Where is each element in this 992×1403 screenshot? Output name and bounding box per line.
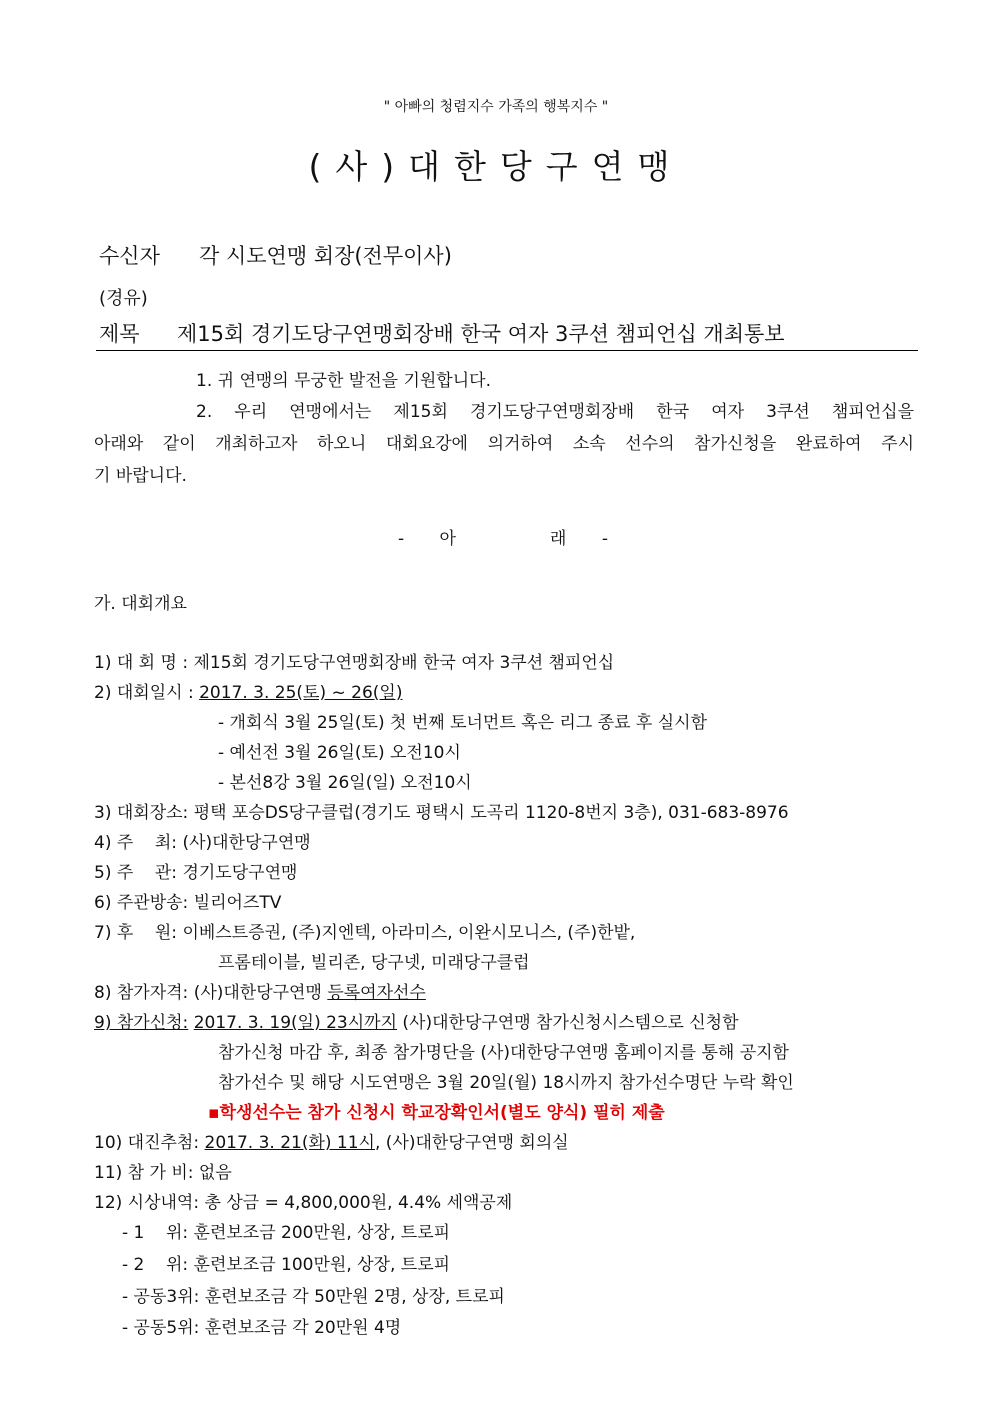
- body-para-1: 1. 귀 연맹의 무궁한 발전을 기원합니다.: [196, 371, 491, 391]
- item-2: [94, 678, 402, 703]
- item-1-value: 제15회 경기도당구연맹회장배 한국 여자 3쿠션 챔피언십: [193, 653, 615, 673]
- item-10-value-b: , (사)대한당구연맹 회의실: [374, 1133, 569, 1153]
- item-2-sub-3: - 본선8강 3월 26일(일) 오전10시: [218, 773, 472, 793]
- item-2-sub-2: - 예선전 3월 26일(토) 오전10시: [218, 743, 461, 763]
- item-4: [94, 828, 311, 853]
- item-11-value: 없음: [198, 1163, 232, 1183]
- prize-2: - 2 위: 훈련보조금 100만원, 상장, 트로피: [122, 1255, 451, 1275]
- item-9: [94, 1008, 739, 1033]
- item-12-value: 총 상금 = 4,800,000원, 4.4% 세액공제: [204, 1193, 513, 1213]
- subject-label: 제목: [99, 322, 140, 346]
- item-9-line-2: 참가신청 마감 후, 최종 참가명단을 (사)대한당구연맹 홈페이지를 통해 공지함: [218, 1043, 789, 1063]
- item-9-label: 9) 참가신청:: [94, 1013, 189, 1033]
- item-9-notice-text: 학생선수는 참가 신청시 학교장확인서(별도 양식) 필히 제출: [219, 1103, 665, 1123]
- item-7-line-2: 프롬테이블, 빌리존, 당구넷, 미래당구클럽: [218, 953, 530, 973]
- item-9-value-a: 2017. 3. 19(일) 23시까지: [193, 1013, 398, 1033]
- item-12: [94, 1188, 512, 1213]
- below-heading-left: - 아: [398, 529, 456, 549]
- item-4-value: (사)대한당구연맹: [182, 833, 311, 853]
- item-10: [94, 1128, 569, 1153]
- section-a-title: 가. 대회개요: [94, 594, 187, 614]
- item-8-label: 8) 참가자격:: [94, 983, 189, 1003]
- item-6-label: 6) 주관방송:: [94, 893, 189, 913]
- item-2-label: 2) 대회일시 :: [94, 683, 194, 703]
- item-4-label: 4) 주 최:: [94, 833, 178, 853]
- item-3: [94, 798, 789, 823]
- item-5-value: 경기도당구연맹: [182, 863, 298, 883]
- item-2-sub-1: - 개회식 3월 25일(토) 첫 번째 토너먼트 혹은 리그 종료 후 실시함: [218, 713, 707, 733]
- item-10-label: 10) 대진추첨:: [94, 1133, 200, 1153]
- item-12-label: 12) 시상내역:: [94, 1193, 200, 1213]
- bullet-icon: ▪: [208, 1103, 220, 1123]
- subject-value: 제15회 경기도당구연맹회장배 한국 여자 3쿠션 챔피언십 개최통보: [177, 322, 785, 346]
- below-heading-right: 래 -: [550, 529, 608, 549]
- item-8-value-a: (사)대한당구연맹: [193, 983, 322, 1003]
- item-7-label: 7) 후 원:: [94, 923, 178, 943]
- item-11-label: 11) 참 가 비:: [94, 1163, 194, 1183]
- item-10-value-a: 2017. 3. 21(화) 11시: [204, 1133, 375, 1153]
- item-1: [94, 648, 614, 673]
- motto: " 아빠의 청렴지수 가족의 행복지수 ": [383, 99, 609, 115]
- item-5-label: 5) 주 관:: [94, 863, 178, 883]
- item-3-value: 평택 포승DS당구클럽(경기도 평택시 도곡리 1120-8번지 3층), 031-683-8976: [193, 803, 789, 823]
- item-9-line-3: 참가선수 및 해당 시도연맹은 3월 20일(월) 18시까지 참가선수명단 누락 확인: [218, 1073, 794, 1093]
- item-3-label: 3) 대회장소:: [94, 803, 189, 823]
- prize-5: - 공동5위: 훈련보조금 각 20만원 4명: [122, 1318, 402, 1338]
- item-9-notice: [208, 1098, 665, 1123]
- prize-1: - 1 위: 훈련보조금 200만원, 상장, 트로피: [122, 1223, 451, 1243]
- subject-rule: [96, 350, 918, 351]
- item-6-value: 빌리어즈TV: [193, 893, 282, 913]
- item-9-value-b: (사)대한당구연맹 참가신청시스템으로 신청함: [402, 1013, 739, 1033]
- org-title: (사)대한당구연맹: [308, 147, 684, 186]
- recipient-value: 각 시도연맹 회장(전무이사): [199, 244, 452, 268]
- item-1-label: 1) 대 회 명 :: [94, 653, 189, 673]
- body-para-2-line-3: 기 바랍니다.: [94, 466, 187, 486]
- body-para-2-line-1: 2. 우리 연맹에서는 제15회 경기도당구연맹회장배 한국 여자 3쿠션 챔피언십을: [196, 402, 914, 422]
- item-7-value: 이베스트증권, (주)지엔텍, 아라미스, 이완시모니스, (주)한밭,: [182, 923, 636, 943]
- via-label: (경유): [99, 288, 148, 309]
- item-8: [94, 978, 426, 1003]
- item-6: [94, 888, 281, 913]
- item-5: [94, 858, 297, 883]
- recipient-label: 수신자: [99, 244, 160, 268]
- subject-line: [99, 318, 785, 348]
- item-7: [94, 918, 635, 943]
- prize-3: - 공동3위: 훈련보조금 각 50만원 2명, 상장, 트로피: [122, 1287, 505, 1307]
- recipient-line: [99, 240, 452, 270]
- body-para-2-line-2: 아래와 같이 개최하고자 하오니 대회요강에 의거하여 소속 선수의 참가신청을 완료하여 주시: [94, 434, 914, 454]
- item-2-value: 2017. 3. 25(토) ~ 26(일): [199, 683, 403, 703]
- item-8-value-b: 등록여자선수: [327, 983, 426, 1003]
- item-11: [94, 1158, 232, 1183]
